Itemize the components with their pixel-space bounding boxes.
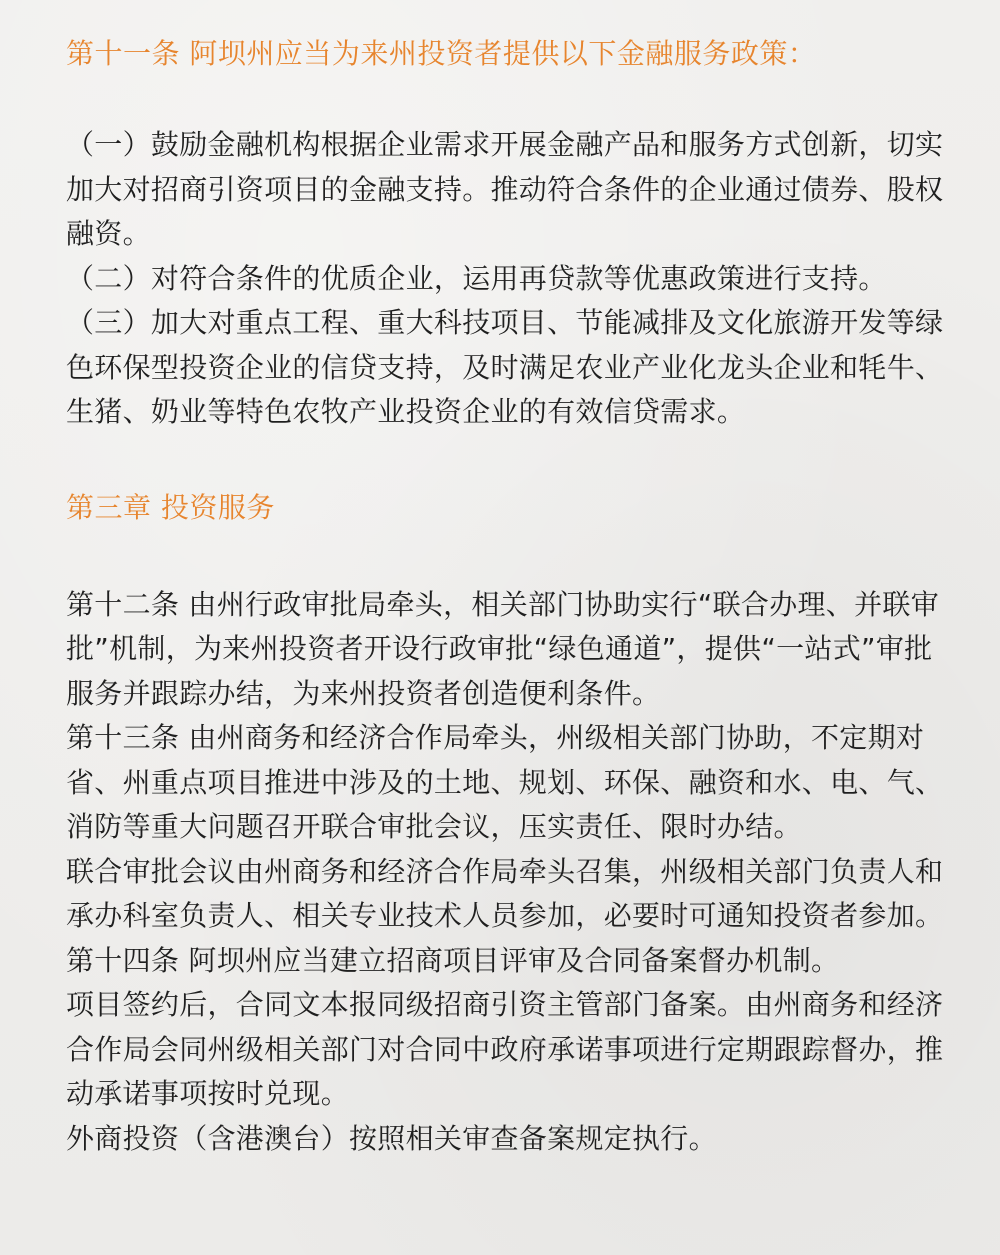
article-12-paragraph: 第十二条 由州行政审批局牵头，相关部门协助实行“联合办理、并联审批”机制，为来州投资者开设行政审批“绿色通道”，提供“一站式”审批服务并跟踪办结，为来州投资者创造便利条件。 — [66, 587, 940, 710]
document-content — [66, 31, 946, 1161]
article-11-item-3: （三）加大对重点工程、重大科技项目、节能减排及文化旅游开发等绿色环保型投资企业的信贷支持，及时满足农业产业化龙头企业和牦牛、生猪、奶业等特色农牧产业投资企业的有效信贷需求。 — [66, 306, 944, 428]
article-14-paragraph: 第十四条 阿坝州应当建立招商项目评审及合同备案督办机制。 — [66, 943, 840, 977]
foreign-investment-paragraph: 外商投资（含港澳台）按照相关审查备案规定执行。 — [66, 1121, 717, 1155]
article-11-item-1: （一）鼓励金融机构根据企业需求开展金融产品和服务方式创新，切实加大对招商引资项目的金融支持。推动符合条件的企业通过债券、股权融资。 — [66, 128, 944, 250]
spacer — [66, 77, 946, 123]
contract-filing-paragraph: 项目签约后，合同文本报同级招商引资主管部门备案。由州商务和经济合作局会同州级相关部门对合同中政府承诺事项进行定期跟踪督办，推动承诺事项按时兑现。 — [66, 988, 944, 1110]
article-11-item-2: （二）对符合条件的优质企业，运用再贷款等优惠政策进行支持。 — [66, 261, 887, 295]
spacer — [66, 435, 946, 485]
chapter-3-heading: 第三章 投资服务 — [66, 490, 275, 524]
joint-approval-paragraph: 联合审批会议由州商务和经济合作局牵头召集，州级相关部门负责人和承办科室负责人、相关专业技术人员参加，必要时可通知投资者参加。 — [66, 854, 944, 932]
article-13-paragraph: 第十三条 由州商务和经济合作局牵头，州级相关部门协助，不定期对省、州重点项目推进中涉及的土地、规划、环保、融资和水、电、气、消防等重大问题召开联合审批会议，压实责任、限时办结。 — [66, 721, 944, 843]
spacer — [66, 531, 946, 583]
article-11-heading: 第十一条 阿坝州应当为来州投资者提供以下金融服务政策： — [66, 37, 817, 70]
